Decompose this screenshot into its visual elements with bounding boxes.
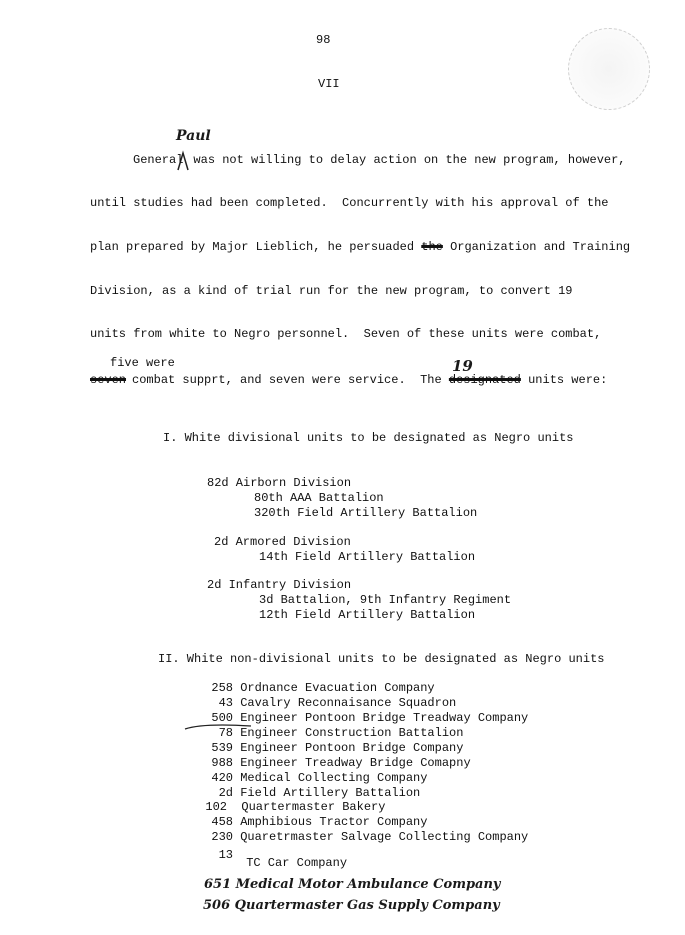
- division-name: 2d Infantry Division: [207, 578, 352, 592]
- unit-number: 258: [211, 681, 233, 695]
- unit-row: [199, 741, 463, 755]
- unit-row: [199, 815, 427, 829]
- division-name: 2d Armored Division: [214, 535, 351, 549]
- unit-name: Quaretrmaster Salvage Collecting Company: [240, 830, 529, 844]
- division-unit: 320th Field Artillery Battalion: [254, 506, 478, 520]
- division-unit: 12th Field Artillery Battalion: [259, 608, 476, 622]
- line3-before: plan prepared by Major Lieblich, he persuaded: [90, 240, 422, 254]
- unit-row: [199, 756, 471, 770]
- handwritten-unit-row: [204, 877, 500, 892]
- unit-number: 78: [218, 726, 233, 740]
- unit-number: 420: [211, 771, 233, 785]
- unit-number: 230: [211, 830, 233, 844]
- paragraph-line-2: until studies had been completed. Concurrently with his approval of the: [90, 196, 609, 210]
- section-2-heading: II. White non-divisional units to be designated as Negro units: [158, 652, 605, 666]
- unit-name: TC Car Company: [246, 856, 348, 870]
- unit-number: 506: [203, 898, 231, 913]
- paragraph-line-6: [90, 373, 607, 387]
- unit-row: [199, 726, 463, 740]
- paragraph-line-5: units from white to Negro personnel. Seven of these units were combat,: [90, 327, 602, 341]
- unit-row: [199, 830, 528, 844]
- paragraph-line-3: [90, 240, 630, 254]
- unit-number: 651: [204, 877, 232, 892]
- page-number: 98: [316, 33, 331, 47]
- struck-word-designated: designated: [448, 373, 521, 387]
- unit-name: Amphibious Tractor Company: [240, 815, 428, 829]
- handwritten-insert-paul: Paul: [176, 128, 211, 144]
- unit-name: Ordnance Evacuation Company: [240, 681, 435, 695]
- unit-name: Quartermaster Bakery: [241, 800, 386, 814]
- unit-number: 13: [218, 848, 233, 862]
- struck-word-the: the: [421, 240, 443, 254]
- unit-name: Medical Motor Ambulance Company: [235, 877, 501, 892]
- unit-name: Engineer Construction Battalion: [240, 726, 464, 740]
- line6-b: units were:: [520, 373, 608, 387]
- unit-number: 458: [211, 815, 233, 829]
- unit-row: [199, 681, 435, 695]
- unit-number: 102: [205, 800, 227, 814]
- unit-number: 500: [211, 711, 233, 725]
- line6-a: combat supprt, and seven were service. The: [132, 373, 449, 387]
- division-unit: 80th AAA Battalion: [254, 491, 384, 505]
- division-unit: 14th Field Artillery Battalion: [259, 550, 476, 564]
- unit-name: Engineer Pontoon Bridge Treadway Company: [240, 711, 529, 725]
- unit-row: [199, 696, 456, 710]
- paragraph-line-1: [133, 153, 626, 167]
- unit-name: Cavalry Reconnaisance Squadron: [240, 696, 457, 710]
- paragraph-line-4: Division, as a kind of trial run for the new program, to convert 19: [90, 284, 573, 298]
- line1-prefix: General: [133, 153, 184, 167]
- unit-number: 539: [211, 741, 233, 755]
- division-name: 82d Airborn Division: [207, 476, 352, 490]
- unit-row: [193, 800, 385, 814]
- typed-insert-five-were: five were: [110, 356, 175, 370]
- unit-number: 43: [218, 696, 233, 710]
- unit-row: [199, 786, 420, 800]
- archive-stamp: [568, 28, 650, 110]
- handwritten-insert-19: 19: [452, 357, 473, 375]
- unit-row: [199, 848, 348, 870]
- unit-row: [199, 771, 427, 785]
- unit-name: Medical Collecting Company: [240, 771, 428, 785]
- unit-name: Engineer Treadway Bridge Comapny: [240, 756, 471, 770]
- section-1-heading: I. White divisional units to be designated as Negro units: [163, 431, 574, 445]
- handwritten-unit-row: [203, 898, 500, 913]
- unit-name: Quartermaster Gas Supply Company: [234, 898, 500, 913]
- chapter-heading: VII: [318, 77, 340, 91]
- unit-name: Engineer Pontoon Bridge Company: [240, 741, 464, 755]
- unit-number: 2d: [218, 786, 233, 800]
- struck-word-seven: seven: [90, 373, 127, 387]
- division-unit: 3d Battalion, 9th Infantry Regiment: [259, 593, 512, 607]
- line3-after: Organization and Training: [442, 240, 631, 254]
- unit-number: 988: [211, 756, 233, 770]
- line1-rest: was not willing to delay action on the new program, however,: [193, 153, 626, 167]
- unit-name: Field Artillery Battalion: [240, 786, 421, 800]
